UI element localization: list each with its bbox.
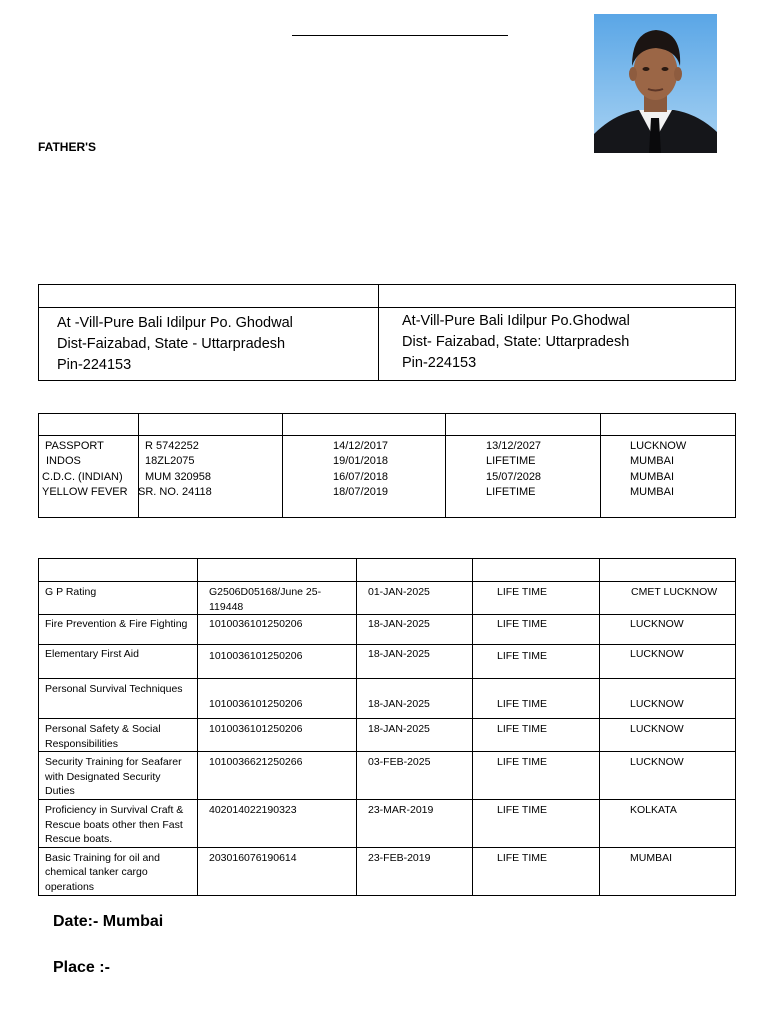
document-name: INDOS	[46, 455, 81, 468]
table-row	[39, 645, 736, 679]
issue-date-cell	[357, 679, 473, 719]
issue-place: MUMBAI	[630, 851, 672, 864]
issue-place-cell	[600, 679, 736, 719]
validity: LIFE TIME	[497, 618, 547, 630]
certificate-number-cell	[198, 800, 357, 848]
table-row	[39, 719, 736, 752]
address-body-row	[39, 308, 736, 381]
issue-place: LUCKNOW	[630, 698, 684, 710]
validity: LIFE TIME	[497, 756, 547, 768]
issue-date: 18-JAN-2025	[368, 698, 430, 710]
issue-date: 03-FEB-2025	[368, 756, 431, 768]
course-name-cell	[39, 800, 198, 848]
course-name: Personal Safety & Social Responsibilities	[45, 723, 161, 750]
table-row	[39, 582, 736, 615]
document-number: 18ZL2075	[145, 455, 195, 468]
issue-place: KOLKATA	[630, 804, 677, 816]
validity-cell	[473, 582, 600, 615]
document-expiry-dates	[446, 436, 601, 518]
issue-date: 16/07/2018	[333, 470, 389, 483]
course-name: Personal Survival Techniques	[45, 683, 183, 695]
certificates-header-cell	[39, 559, 198, 582]
documents-header-cell	[283, 414, 446, 436]
certificate-number: G2506D05168/June 25-119448	[209, 586, 322, 613]
certificates-header-cell	[357, 559, 473, 582]
certificate-number: 1010036101250206	[209, 618, 303, 630]
certificate-number: 1010036101250206	[209, 698, 303, 710]
certificates-header-cell	[600, 559, 736, 582]
issue-place: MUMBAI	[630, 470, 674, 483]
documents-table	[38, 413, 736, 518]
course-name: Elementary First Aid	[45, 648, 139, 660]
course-name-cell	[39, 582, 198, 615]
certificate-number-cell	[198, 582, 357, 615]
documents-header-row	[39, 414, 736, 436]
fathers-label: FATHER'S	[38, 140, 96, 154]
validity: LIFE TIME	[497, 586, 547, 598]
address-line: Dist- Faizabad, State: Uttarpradesh	[402, 334, 630, 350]
issue-date: 14/12/2017	[333, 440, 389, 452]
document-names	[39, 436, 139, 518]
table-row	[39, 615, 736, 645]
issue-date-cell	[357, 645, 473, 679]
address-line: At-Vill-Pure Bali Idilpur Po.Ghodwal	[402, 313, 630, 329]
certificate-number: 402014022190323	[209, 804, 297, 816]
issue-date: 18-JAN-2025	[368, 618, 430, 630]
address-table	[38, 284, 736, 381]
issue-date: 18-JAN-2025	[368, 648, 430, 660]
validity-cell	[473, 645, 600, 679]
table-row	[39, 847, 736, 895]
course-name-cell	[39, 847, 198, 895]
issue-place: MUMBAI	[630, 455, 674, 468]
issue-date: 18-JAN-2025	[368, 723, 430, 735]
course-name-cell	[39, 752, 198, 800]
certificate-number: 1010036101250206	[209, 650, 303, 662]
documents-header-cell	[601, 414, 736, 436]
address-header-cell	[379, 285, 736, 308]
issue-date-cell	[357, 847, 473, 895]
issue-date-cell	[357, 752, 473, 800]
validity-cell	[473, 679, 600, 719]
documents-header-cell	[446, 414, 601, 436]
address-header-cell	[39, 285, 379, 308]
documents-header-cell	[139, 414, 283, 436]
certificates-header-row	[39, 559, 736, 582]
course-name-cell	[39, 719, 198, 752]
permanent-address	[39, 308, 379, 381]
issue-date: 18/07/2019	[333, 485, 389, 498]
issue-date: 23-MAR-2019	[368, 804, 434, 816]
validity: LIFE TIME	[497, 650, 547, 662]
address-line: Pin-224153	[57, 357, 132, 373]
issue-place-cell	[600, 847, 736, 895]
document-numbers	[139, 436, 283, 518]
expiry-date: 15/07/2028	[486, 470, 542, 483]
course-name: Security Training for Seafarer with Designated Security Duties	[45, 756, 182, 797]
validity: LIFE TIME	[497, 804, 547, 816]
validity-cell	[473, 800, 600, 848]
certificates-header-cell	[473, 559, 600, 582]
table-row	[39, 800, 736, 848]
expiry-date: LIFETIME	[486, 455, 536, 468]
issue-place: CMET LUCKNOW	[631, 586, 718, 598]
certificate-number-cell	[198, 847, 357, 895]
document-number: MUM 320958	[145, 470, 212, 483]
certificate-number: 1010036101250206	[209, 723, 303, 735]
expiry-date: 13/12/2027	[486, 440, 542, 452]
address-line: At -Vill-Pure Bali Idilpur Po. Ghodwal	[57, 315, 293, 331]
certificate-number: 1010036621250266	[209, 756, 303, 768]
issue-date: 23-FEB-2019	[368, 851, 431, 864]
issue-place: LUCKNOW	[630, 756, 684, 768]
issue-date-cell	[357, 615, 473, 645]
issue-date-cell	[357, 800, 473, 848]
course-name-cell	[39, 645, 198, 679]
course-name: Fire Prevention & Fire Fighting	[45, 618, 188, 630]
course-name-cell	[39, 679, 198, 719]
validity: LIFE TIME	[497, 851, 547, 864]
course-name: Proficiency in Survival Craft & Rescue boats other then Fast Rescue boats.	[45, 804, 184, 845]
issue-place: LUCKNOW	[630, 648, 684, 660]
documents-body-row	[39, 436, 736, 518]
table-row	[39, 679, 736, 719]
validity-cell	[473, 615, 600, 645]
address-line: Pin-224153	[402, 355, 477, 371]
validity-cell	[473, 752, 600, 800]
certificate-number-cell	[198, 615, 357, 645]
certificate-number: 203016076190614	[209, 851, 297, 864]
issue-place: LUCKNOW	[630, 723, 684, 735]
title-underline	[292, 35, 508, 36]
issue-place-cell	[600, 719, 736, 752]
validity: LIFE TIME	[497, 723, 547, 735]
validity: LIFE TIME	[497, 698, 547, 710]
document-name: PASSPORT	[45, 440, 104, 452]
certificate-number-cell	[198, 679, 357, 719]
document-name: C.D.C. (INDIAN)	[42, 470, 123, 483]
document-number: R 5742252	[145, 440, 199, 452]
document-name: YELLOW FEVER	[42, 485, 128, 498]
certificate-number-cell	[198, 752, 357, 800]
issue-place-cell	[600, 645, 736, 679]
course-name: Basic Training for oil and chemical tanker cargo operations	[45, 851, 160, 893]
present-address	[379, 308, 736, 381]
certificates-header-cell	[198, 559, 357, 582]
issue-date: 19/01/2018	[333, 455, 389, 468]
certificate-number-cell	[198, 719, 357, 752]
document-number: SR. NO. 24118	[138, 485, 212, 498]
certificate-number-cell	[198, 645, 357, 679]
course-name-cell	[39, 615, 198, 645]
issue-place-cell	[600, 615, 736, 645]
validity-cell	[473, 719, 600, 752]
issue-date-cell	[357, 719, 473, 752]
profile-photo	[594, 14, 717, 153]
validity-cell	[473, 847, 600, 895]
issue-place: MUMBAI	[630, 485, 674, 498]
certificates-table	[38, 558, 736, 896]
issue-date: 01-JAN-2025	[368, 586, 430, 598]
address-header-row	[39, 285, 736, 308]
issue-place-cell	[600, 800, 736, 848]
issue-place-cell	[600, 582, 736, 615]
issue-place-cell	[600, 752, 736, 800]
place-label: Place :-	[53, 959, 110, 976]
course-name: G P Rating	[45, 586, 97, 598]
address-line: Dist-Faizabad, State - Uttarpradesh	[57, 336, 286, 352]
document-issue-dates	[283, 436, 446, 518]
table-row	[39, 752, 736, 800]
date-label: Date:- Mumbai	[53, 913, 164, 930]
documents-header-cell	[39, 414, 139, 436]
document-places	[601, 436, 736, 518]
expiry-date: LIFETIME	[486, 485, 536, 498]
issue-date-cell	[357, 582, 473, 615]
issue-place: LUCKNOW	[630, 618, 684, 630]
issue-place: LUCKNOW	[630, 440, 687, 452]
